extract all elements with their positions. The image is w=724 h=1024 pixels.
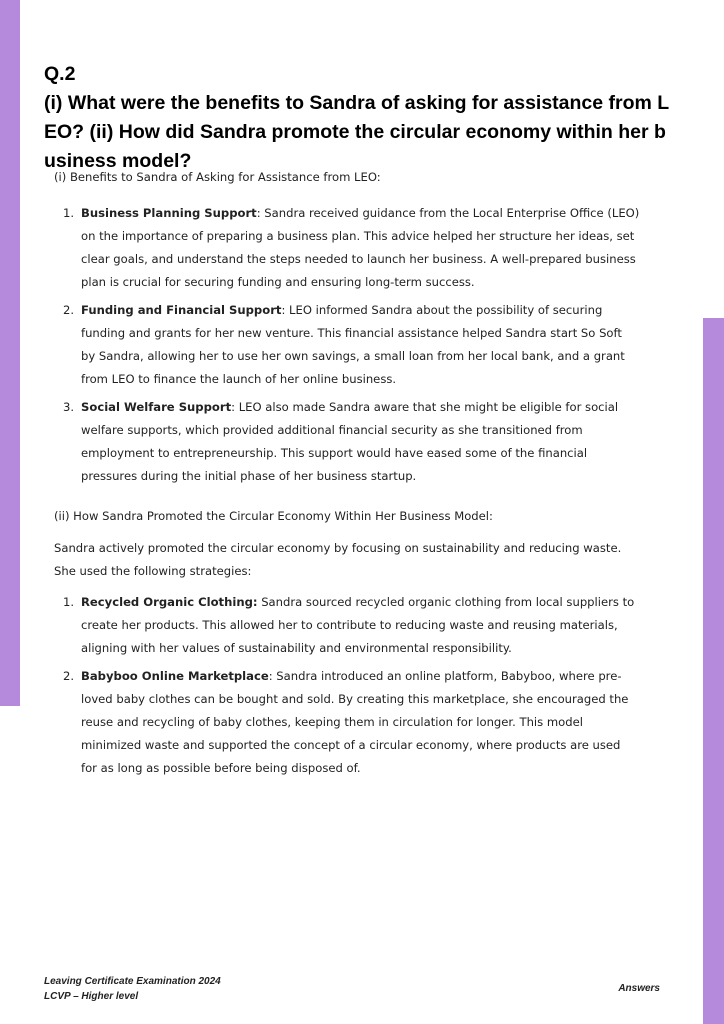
- question-line: EO? (ii) How did Sandra promote the circular economy within her b: [44, 121, 666, 143]
- question-number: Q.2: [44, 63, 76, 85]
- footer-level: LCVP – Higher level: [44, 991, 139, 1002]
- item-number: 1.: [63, 595, 75, 609]
- intro-line: Sandra actively promoted the circular economy by focusing on sustainability and reducing waste.: [54, 541, 622, 555]
- item-number: 1.: [63, 206, 75, 220]
- item-label: Business Planning Support: [81, 206, 257, 220]
- list-item: [54, 396, 634, 488]
- item-label: Babyboo Online Marketplace: [81, 669, 269, 683]
- item-text: by Sandra, allowing her to use her own savings, a small loan from her local bank, and a grant: [81, 349, 625, 363]
- item-text: : Sandra received guidance from the Local Enterprise Office (LEO): [256, 206, 640, 220]
- item-text: reuse and recycling of baby clothes, keeping them in circulation for longer. This model: [81, 715, 583, 729]
- item-text: for as long as possible before being disposed of.: [81, 761, 361, 775]
- item-text: minimized waste and supported the concept of a circular economy, where products are used: [81, 738, 621, 752]
- item-number: 3.: [63, 400, 75, 414]
- item-text: : LEO informed Sandra about the possibility of securing: [281, 303, 603, 317]
- part-i-heading: (i) Benefits to Sandra of Asking for Assistance from LEO:: [54, 170, 381, 184]
- item-text: : LEO also made Sandra aware that she might be eligible for social: [231, 400, 619, 414]
- part-ii-intro: [54, 537, 634, 583]
- item-text: on the importance of preparing a business plan. This advice helped her structure her ideas, set: [81, 229, 635, 243]
- list-item: [54, 665, 634, 780]
- footer-exam-info: [44, 974, 221, 1004]
- item-label: Funding and Financial Support: [81, 303, 282, 317]
- part-ii-heading: (ii) How Sandra Promoted the Circular Economy Within Her Business Model:: [54, 509, 493, 523]
- item-text: : Sandra introduced an online platform, Babyboo, where pre-: [268, 669, 622, 683]
- item-number: 2.: [63, 303, 75, 317]
- list-item: [54, 202, 640, 294]
- answer-body: [54, 168, 640, 780]
- footer-exam-title: Leaving Certificate Examination 2024: [44, 976, 221, 987]
- item-text: plan is crucial for securing funding and ensuring long-term success.: [81, 275, 475, 289]
- item-text: Sandra sourced recycled organic clothing from local suppliers to: [257, 595, 635, 609]
- item-text: pressures during the initial phase of her business startup.: [81, 469, 417, 483]
- item-text: loved baby clothes can be bought and sold. By creating this marketplace, she encouraged the: [81, 692, 629, 706]
- right-accent-bar: [703, 318, 724, 1024]
- item-text: employment to entrepreneurship. This support would have eased some of the financial: [81, 446, 588, 460]
- part-i-list: [54, 202, 640, 488]
- item-text: from LEO to finance the launch of her online business.: [81, 372, 397, 386]
- item-text: create her products. This allowed her to contribute to reducing waste and reusing materials,: [81, 618, 618, 632]
- footer-section-label: Answers: [618, 983, 660, 994]
- item-label: Social Welfare Support: [81, 400, 232, 414]
- item-label: Recycled Organic Clothing:: [81, 595, 258, 609]
- intro-line: She used the following strategies:: [54, 564, 252, 578]
- question-block: [44, 60, 684, 176]
- item-text: welfare supports, which provided additional financial security as she transitioned from: [81, 423, 583, 437]
- item-text: clear goals, and understand the steps needed to launch her business. A well-prepared business: [81, 252, 636, 266]
- item-text: aligning with her values of sustainability and environmental responsibility.: [81, 641, 512, 655]
- item-number: 2.: [63, 669, 75, 683]
- item-text: funding and grants for her new venture. This financial assistance helped Sandra start So Soft: [81, 326, 622, 340]
- question-line: (i) What were the benefits to Sandra of asking for assistance from L: [44, 92, 670, 114]
- question-line: usiness model?: [44, 150, 192, 172]
- left-accent-bar: [0, 0, 20, 706]
- list-item: [54, 299, 634, 391]
- part-ii-list: [54, 591, 634, 780]
- list-item: [54, 591, 634, 660]
